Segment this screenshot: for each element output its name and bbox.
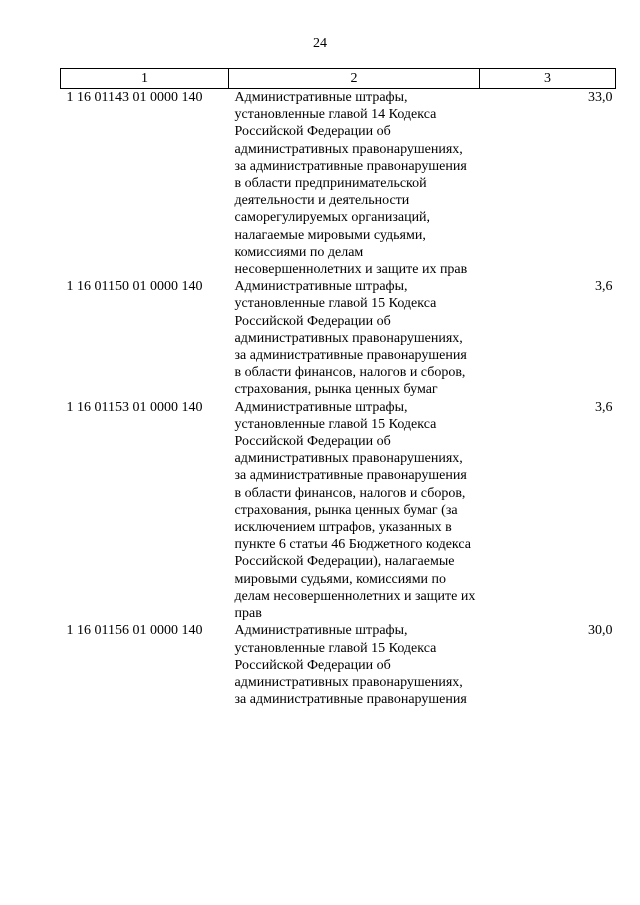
table-row (61, 622, 616, 708)
revenue-description: Административные штрафы, установленные главой 14 Кодекса Российской Федерации об административных правонарушениях, за административные правонарушения в области предпринимательской деятельности и деятельности саморегулируемых организаций, налагаемые мировыми судьями, комиссиями по делам несовершеннолетних и защите их прав (234, 90, 468, 278)
table-row (61, 278, 616, 398)
revenue-description: Административные штрафы, установленные главой 15 Кодекса Российской Федерации об административных правонарушениях, за административные правонарушения в области финансов, налогов и сборов, страхования, рынка ценных бумаг (за исключением штрафов, указанных в пункте 6 статьи 46 Бюджетного кодекса Российской Федерации), налагаемые мировыми судьями, комиссиями по делам несовершеннолетних и защите их прав (234, 399, 476, 622)
column-header-3: 3 (480, 69, 616, 89)
amount-value: 3,6 (595, 399, 613, 415)
revenue-description: Административные штрафы, установленные главой 15 Кодекса Российской Федерации об административных правонарушениях, за административные правонарушения (234, 623, 467, 708)
table-header (61, 69, 616, 89)
header-row (61, 69, 616, 89)
budget-code: 1 16 01156 01 0000 140 (66, 623, 203, 639)
amount-value: 30,0 (588, 623, 613, 639)
table-body (61, 89, 616, 709)
revenue-description: Административные штрафы, установленные главой 15 Кодекса Российской Федерации об административных правонарушениях, за административные правонарушения в области финансов, налогов и сборов, страхования, рынка ценных бумаг (234, 279, 467, 398)
page-number: 24 (313, 36, 327, 51)
table-row (61, 89, 616, 279)
amount-value: 3,6 (595, 279, 613, 295)
column-header-1: 1 (61, 69, 229, 89)
table-row (61, 399, 616, 623)
column-header-2: 2 (229, 69, 480, 89)
budget-code: 1 16 01143 01 0000 140 (66, 90, 203, 105)
amount-value: 33,0 (588, 90, 613, 105)
budget-table (60, 68, 616, 708)
budget-code: 1 16 01150 01 0000 140 (66, 279, 203, 295)
budget-code: 1 16 01153 01 0000 140 (66, 399, 203, 415)
